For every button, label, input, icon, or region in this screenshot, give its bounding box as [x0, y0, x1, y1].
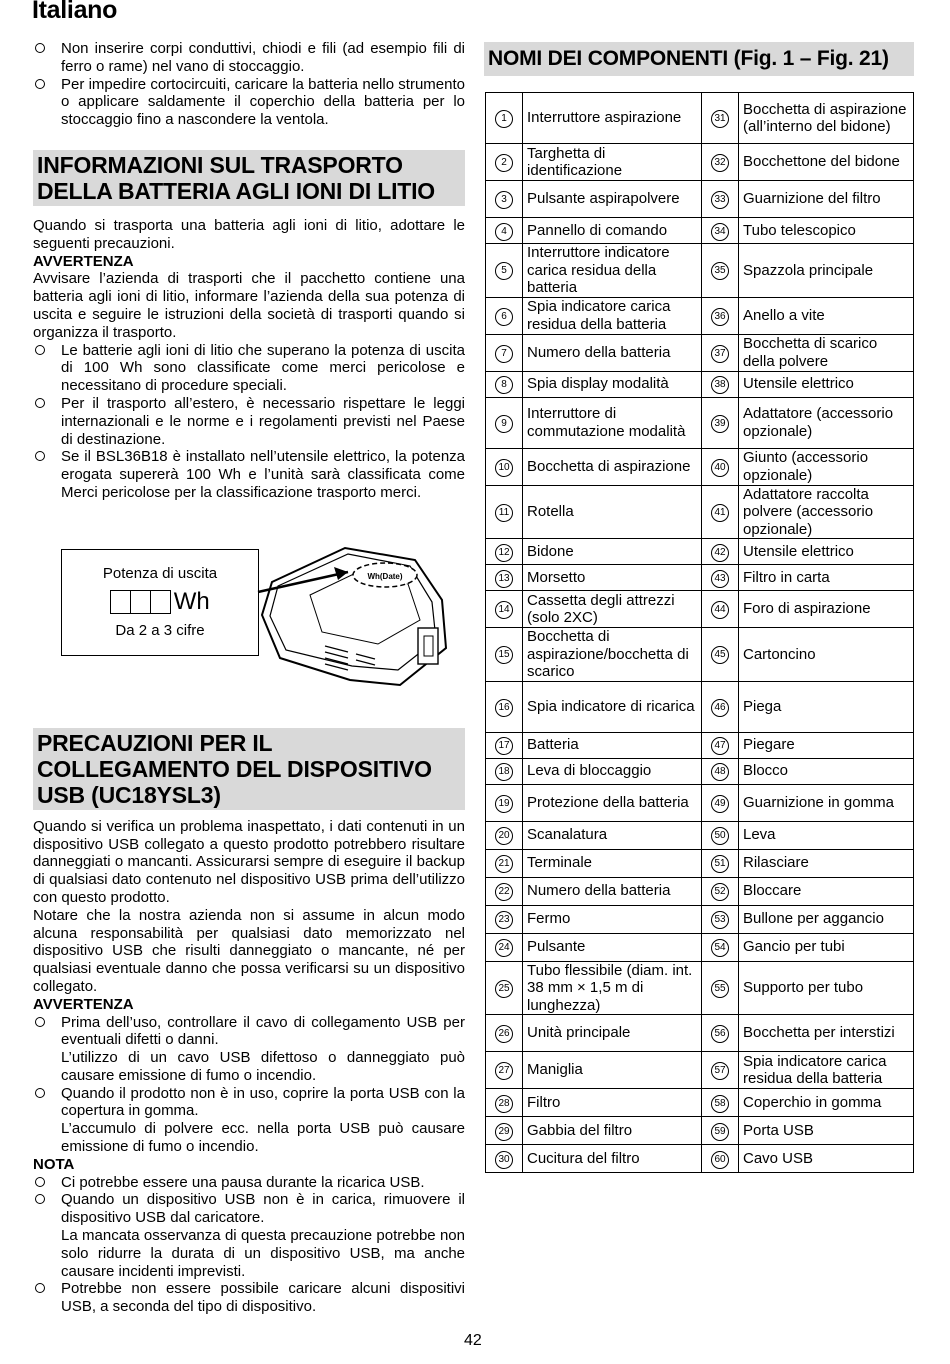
component-number: 10	[495, 459, 513, 477]
component-number-cell	[486, 297, 523, 334]
component-number: 19	[495, 795, 513, 813]
component-number-cell	[702, 485, 739, 539]
component-number: 3	[495, 191, 513, 209]
component-label: Gancio per tubi	[739, 933, 914, 961]
component-row	[486, 849, 914, 877]
component-label: Bullone per aggancio	[739, 905, 914, 933]
component-label: Foro di aspirazione	[739, 591, 914, 628]
component-number-cell	[486, 565, 523, 591]
component-number: 16	[495, 699, 513, 717]
component-row	[486, 539, 914, 565]
component-label: Anello a vite	[739, 297, 914, 334]
component-label: Rilasciare	[739, 849, 914, 877]
component-number: 56	[711, 1025, 729, 1043]
component-label: Pulsante aspirapolvere	[523, 181, 702, 218]
component-label: Pulsante	[523, 933, 702, 961]
component-number: 52	[711, 883, 729, 901]
component-label: Bocchetta per interstizi	[739, 1015, 914, 1052]
component-label: Filtro	[523, 1089, 702, 1117]
component-label: Bocchetta di aspirazione	[523, 448, 702, 485]
component-row	[486, 821, 914, 849]
component-row	[486, 297, 914, 334]
component-row	[486, 877, 914, 905]
component-label: Leva di bloccaggio	[523, 758, 702, 784]
component-label: Rotella	[523, 485, 702, 539]
component-number-cell	[702, 821, 739, 849]
component-label: Bloccare	[739, 877, 914, 905]
component-number: 41	[711, 504, 729, 522]
component-label: Guarnizione in gomma	[739, 784, 914, 821]
component-number-cell	[702, 849, 739, 877]
component-row	[486, 784, 914, 821]
component-number-cell	[486, 821, 523, 849]
component-number: 11	[495, 504, 513, 522]
component-number-cell	[702, 448, 739, 485]
usb-para-2: Notare che la nostra azienda non si assume in alcun modo alcuna responsabilità per qualsiasi dato memorizzato nel dispositivo USB che risulti danneggiato o mancante, né per qualsiasi eventuale danno che possa verificarsi su un dispositivo collegato.	[33, 906, 465, 995]
component-number: 33	[711, 191, 729, 209]
bullet-item: Quando un dispositivo USB non è in carica, rimuovere il dispositivo USB dal caricatore. La mancata osservanza di questa precauzione potrebbe non solo ridurre la durata di un dispositivo USB, ma anche causare incidenti imprevisti.	[33, 1191, 465, 1280]
component-label: Spia display modalità	[523, 371, 702, 397]
component-label: Batteria	[523, 732, 702, 758]
component-label: Cucitura del filtro	[523, 1145, 702, 1173]
component-number-cell	[486, 784, 523, 821]
component-number: 25	[495, 980, 513, 998]
usb-para-1: Quando si verifica un problema inaspettato, i dati contenuti in un dispositivo USB collegato a questo prodotto potrebbero risultare danneggiati o mancanti. Assicurarsi sempre di eseguire il backup di qualsiasi dato contenuto nel dispositivo USB prima dell’utilizzo con questo prodotto.	[33, 817, 465, 906]
component-label: Tubo telescopico	[739, 218, 914, 244]
component-number-cell	[702, 933, 739, 961]
component-number-cell	[702, 961, 739, 1015]
component-number-cell	[486, 1015, 523, 1052]
component-label: Spia indicatore carica residua della batteria	[739, 1052, 914, 1089]
component-number: 38	[711, 376, 729, 394]
component-number-cell	[486, 181, 523, 218]
component-row	[486, 591, 914, 628]
component-number: 7	[495, 345, 513, 363]
component-number-cell	[702, 905, 739, 933]
component-number: 45	[711, 646, 729, 664]
component-number: 20	[495, 827, 513, 845]
component-number: 53	[711, 911, 729, 929]
component-number-cell	[486, 1117, 523, 1145]
digit-box	[130, 590, 151, 614]
component-number: 59	[711, 1123, 729, 1141]
component-number: 40	[711, 459, 729, 477]
component-label: Guarnizione del filtro	[739, 181, 914, 218]
component-number-cell	[486, 1089, 523, 1117]
component-label: Bocchetta di scarico della polvere	[739, 334, 914, 371]
bullet-circle-icon	[35, 1283, 45, 1293]
bullet-circle-icon	[35, 345, 45, 355]
component-number: 44	[711, 601, 729, 619]
bullet-circle-icon	[35, 451, 45, 461]
component-number: 18	[495, 763, 513, 781]
component-number: 39	[711, 415, 729, 433]
component-number: 17	[495, 737, 513, 755]
component-label: Bocchetta di aspirazione (all’interno del bidone)	[739, 93, 914, 144]
component-number-cell	[486, 371, 523, 397]
component-label: Unità principale	[523, 1015, 702, 1052]
transport-warning-label: AVVERTENZA	[33, 252, 134, 270]
component-label: Bocchettone del bidone	[739, 144, 914, 181]
component-number-cell	[702, 334, 739, 371]
component-number: 42	[711, 544, 729, 562]
bullet-circle-icon	[35, 1017, 45, 1027]
output-power-callout	[61, 549, 259, 656]
component-label: Morsetto	[523, 565, 702, 591]
component-label: Gabbia del filtro	[523, 1117, 702, 1145]
battery-illustration	[250, 540, 470, 700]
transport-intro: Quando si trasporta una batteria agli ioni di litio, adottare le seguenti precauzioni.	[33, 216, 465, 252]
output-power-label: Potenza di uscita	[102, 565, 218, 582]
component-number: 23	[495, 911, 513, 929]
component-number-cell	[486, 732, 523, 758]
component-number: 55	[711, 980, 729, 998]
component-label: Fermo	[523, 905, 702, 933]
component-row	[486, 628, 914, 682]
component-number-cell	[702, 1052, 739, 1089]
component-number-cell	[702, 1089, 739, 1117]
component-number-cell	[702, 784, 739, 821]
component-label: Interruttore aspirazione	[523, 93, 702, 144]
component-row	[486, 1145, 914, 1173]
component-number-cell	[486, 681, 523, 732]
component-number: 46	[711, 699, 729, 717]
bullet-item: Per impedire cortocircuiti, caricare la batteria nello strumento o applicare saldamente il coperchio della batteria per lo stoccaggio fino a nascondere la ventola.	[33, 76, 465, 129]
bullet-item: Potrebbe non essere possibile caricare alcuni dispositivi USB, a seconda del tipo di dispositivo.	[33, 1280, 465, 1316]
component-label: Leva	[739, 821, 914, 849]
component-label: Filtro in carta	[739, 565, 914, 591]
component-label: Pannello di comando	[523, 218, 702, 244]
component-number-cell	[486, 758, 523, 784]
component-number: 58	[711, 1095, 729, 1113]
component-number: 50	[711, 827, 729, 845]
component-number-cell	[486, 849, 523, 877]
component-row	[486, 485, 914, 539]
component-row	[486, 181, 914, 218]
component-number: 36	[711, 308, 729, 326]
component-number: 1	[495, 110, 513, 128]
digit-box	[110, 590, 131, 614]
component-number-cell	[486, 448, 523, 485]
page-language-header: Italiano	[32, 0, 118, 24]
component-number-cell	[486, 397, 523, 448]
component-number: 43	[711, 570, 729, 588]
components-table-body	[486, 93, 914, 1173]
component-label: Spia indicatore carica residua della batteria	[523, 297, 702, 334]
bullet-item: Ci potrebbe essere una pausa durante la ricarica USB.	[33, 1174, 465, 1192]
component-number: 2	[495, 154, 513, 172]
component-number: 51	[711, 855, 729, 873]
component-number: 14	[495, 601, 513, 619]
bullet-circle-icon	[35, 1194, 45, 1204]
wh-digit-boxes	[62, 588, 258, 616]
component-label: Utensile elettrico	[739, 371, 914, 397]
component-number-cell	[702, 93, 739, 144]
component-number: 54	[711, 939, 729, 957]
usb-warning-label: AVVERTENZA	[33, 995, 134, 1013]
component-row	[486, 334, 914, 371]
component-number-cell	[702, 1015, 739, 1052]
component-number-cell	[486, 1052, 523, 1089]
bullet-item: Quando il prodotto non è in uso, coprire la porta USB con la copertura in gomma. L’accumulo di polvere ecc. nella porta USB può causare emissione di fumo o incendio.	[33, 1085, 465, 1156]
components-title: NOMI DEI COMPONENTI (Fig. 1 – Fig. 21)	[484, 42, 914, 76]
component-label: Blocco	[739, 758, 914, 784]
component-number-cell	[702, 539, 739, 565]
component-label: Spia indicatore di ricarica	[523, 681, 702, 732]
component-number: 32	[711, 154, 729, 172]
component-number-cell	[702, 681, 739, 732]
digit-box	[150, 590, 171, 614]
component-number-cell	[486, 334, 523, 371]
component-label: Piegare	[739, 732, 914, 758]
component-number: 35	[711, 262, 729, 280]
component-number: 34	[711, 223, 729, 241]
component-row	[486, 732, 914, 758]
component-label: Adattatore (accessorio opzionale)	[739, 397, 914, 448]
component-number-cell	[486, 144, 523, 181]
component-number-cell	[702, 758, 739, 784]
component-label: Interruttore di commutazione modalità	[523, 397, 702, 448]
usb-note-label: NOTA	[33, 1155, 75, 1173]
component-number-cell	[702, 732, 739, 758]
component-number-cell	[702, 877, 739, 905]
component-label: Piega	[739, 681, 914, 732]
component-row	[486, 1015, 914, 1052]
component-label: Spazzola principale	[739, 244, 914, 298]
bullet-item: Se il BSL36B18 è installato nell’utensile elettrico, la potenza erogata supererà 100 Wh e l’unità sarà classificata come Merci pericolose per la classificazione trasporto merci.	[33, 448, 465, 501]
transport-warning-text: Avvisare l’azienda di trasporti che il pacchetto contiene una batteria agli ioni di litio, informare l’azienda della sua potenza di uscita e seguire le istruzioni della società di trasporti quando si organizza il trasporto.	[33, 270, 465, 341]
wh-unit: Wh	[173, 588, 210, 615]
component-number-cell	[486, 539, 523, 565]
component-number-cell	[702, 628, 739, 682]
component-label: Cavo USB	[739, 1145, 914, 1173]
component-number-cell	[702, 591, 739, 628]
page-number: 42	[464, 1332, 482, 1349]
component-number-cell	[486, 877, 523, 905]
component-number-cell	[702, 181, 739, 218]
component-number: 5	[495, 262, 513, 280]
component-label: Supporto per tubo	[739, 961, 914, 1015]
component-row	[486, 244, 914, 298]
bullet-circle-icon	[35, 43, 45, 53]
bullet-item: Non inserire corpi conduttivi, chiodi e fili (ad esempio fili di ferro o rame) nel vano di stoccaggio.	[33, 40, 465, 76]
component-number: 4	[495, 223, 513, 241]
bullet-circle-icon	[35, 398, 45, 408]
components-table	[485, 92, 914, 1173]
component-number: 29	[495, 1123, 513, 1141]
component-row	[486, 397, 914, 448]
component-label: Coperchio in gomma	[739, 1089, 914, 1117]
component-number-cell	[486, 628, 523, 682]
component-number-cell	[486, 93, 523, 144]
component-row	[486, 565, 914, 591]
component-label: Bidone	[523, 539, 702, 565]
component-number: 26	[495, 1025, 513, 1043]
component-number: 47	[711, 737, 729, 755]
component-label: Adattatore raccolta polvere (accessorio opzionale)	[739, 485, 914, 539]
battery-badge-label: Wh(Date)	[367, 572, 403, 581]
component-number-cell	[702, 1145, 739, 1173]
component-number-cell	[486, 244, 523, 298]
component-number: 37	[711, 345, 729, 363]
component-number: 8	[495, 376, 513, 394]
component-row	[486, 681, 914, 732]
component-number: 6	[495, 308, 513, 326]
bullet-circle-icon	[35, 79, 45, 89]
component-number: 57	[711, 1062, 729, 1080]
component-row	[486, 933, 914, 961]
component-number-cell	[486, 218, 523, 244]
component-row	[486, 758, 914, 784]
component-number-cell	[702, 144, 739, 181]
digits-note: Da 2 a 3 cifre	[115, 622, 205, 639]
component-number-cell	[486, 933, 523, 961]
component-number-cell	[702, 1117, 739, 1145]
component-label: Protezione della batteria	[523, 784, 702, 821]
component-number: 28	[495, 1095, 513, 1113]
component-label: Maniglia	[523, 1052, 702, 1089]
component-number: 13	[495, 570, 513, 588]
component-label: Giunto (accessorio opzionale)	[739, 448, 914, 485]
component-label: Bocchetta di aspirazione/bocchetta di scarico	[523, 628, 702, 682]
component-number: 60	[711, 1151, 729, 1169]
component-number-cell	[486, 905, 523, 933]
component-label: Terminale	[523, 849, 702, 877]
component-row	[486, 1052, 914, 1089]
component-number: 49	[711, 795, 729, 813]
component-number-cell	[702, 244, 739, 298]
component-number: 48	[711, 763, 729, 781]
component-row	[486, 961, 914, 1015]
component-row	[486, 1089, 914, 1117]
bullet-item: Le batterie agli ioni di litio che superano la potenza di uscita di 100 Wh sono classificate come merci pericolose e necessitano di procedure speciali.	[33, 342, 465, 395]
component-label: Interruttore indicatore carica residua della batteria	[523, 244, 702, 298]
component-label: Numero della batteria	[523, 877, 702, 905]
component-number: 21	[495, 855, 513, 873]
component-number-cell	[486, 591, 523, 628]
component-number-cell	[702, 371, 739, 397]
component-label: Numero della batteria	[523, 334, 702, 371]
component-label: Targhetta di identificazione	[523, 144, 702, 181]
component-row	[486, 93, 914, 144]
component-label: Tubo flessibile (diam. int. 38 mm × 1,5 m di lunghezza)	[523, 961, 702, 1015]
component-row	[486, 448, 914, 485]
component-number-cell	[702, 397, 739, 448]
component-number-cell	[702, 218, 739, 244]
component-label: Cartoncino	[739, 628, 914, 682]
component-row	[486, 371, 914, 397]
component-row	[486, 218, 914, 244]
component-row	[486, 1117, 914, 1145]
component-row	[486, 144, 914, 181]
component-number-cell	[702, 297, 739, 334]
usb-heading: PRECAUZIONI PER IL COLLEGAMENTO DEL DISPOSITIVO USB (UC18YSL3)	[33, 728, 465, 810]
component-number: 24	[495, 939, 513, 957]
component-number-cell	[486, 1145, 523, 1173]
component-number: 30	[495, 1151, 513, 1169]
component-number-cell	[486, 961, 523, 1015]
component-row	[486, 905, 914, 933]
component-number-cell	[486, 485, 523, 539]
component-label: Cassetta degli attrezzi (solo 2XC)	[523, 591, 702, 628]
component-number: 22	[495, 883, 513, 901]
component-number: 27	[495, 1062, 513, 1080]
bullet-item: Per il trasporto all’estero, è necessario rispettare le leggi internazionali e le norme e i regolamenti previsti nel Paese di destinazione.	[33, 395, 465, 448]
bullet-item: Prima dell’uso, controllare il cavo di collegamento USB per eventuali difetti o danni. L’utilizzo di un cavo USB difettoso o danneggiato può causare emissione di fumo o incendio.	[33, 1014, 465, 1085]
transport-heading: INFORMAZIONI SUL TRASPORTO DELLA BATTERIA AGLI IONI DI LITIO	[33, 150, 465, 206]
component-label: Scanalatura	[523, 821, 702, 849]
component-label: Porta USB	[739, 1117, 914, 1145]
component-number: 15	[495, 646, 513, 664]
bullet-circle-icon	[35, 1088, 45, 1098]
component-number: 12	[495, 544, 513, 562]
component-number-cell	[702, 565, 739, 591]
bullet-circle-icon	[35, 1177, 45, 1187]
component-number: 9	[495, 415, 513, 433]
component-number: 31	[711, 110, 729, 128]
component-label: Utensile elettrico	[739, 539, 914, 565]
